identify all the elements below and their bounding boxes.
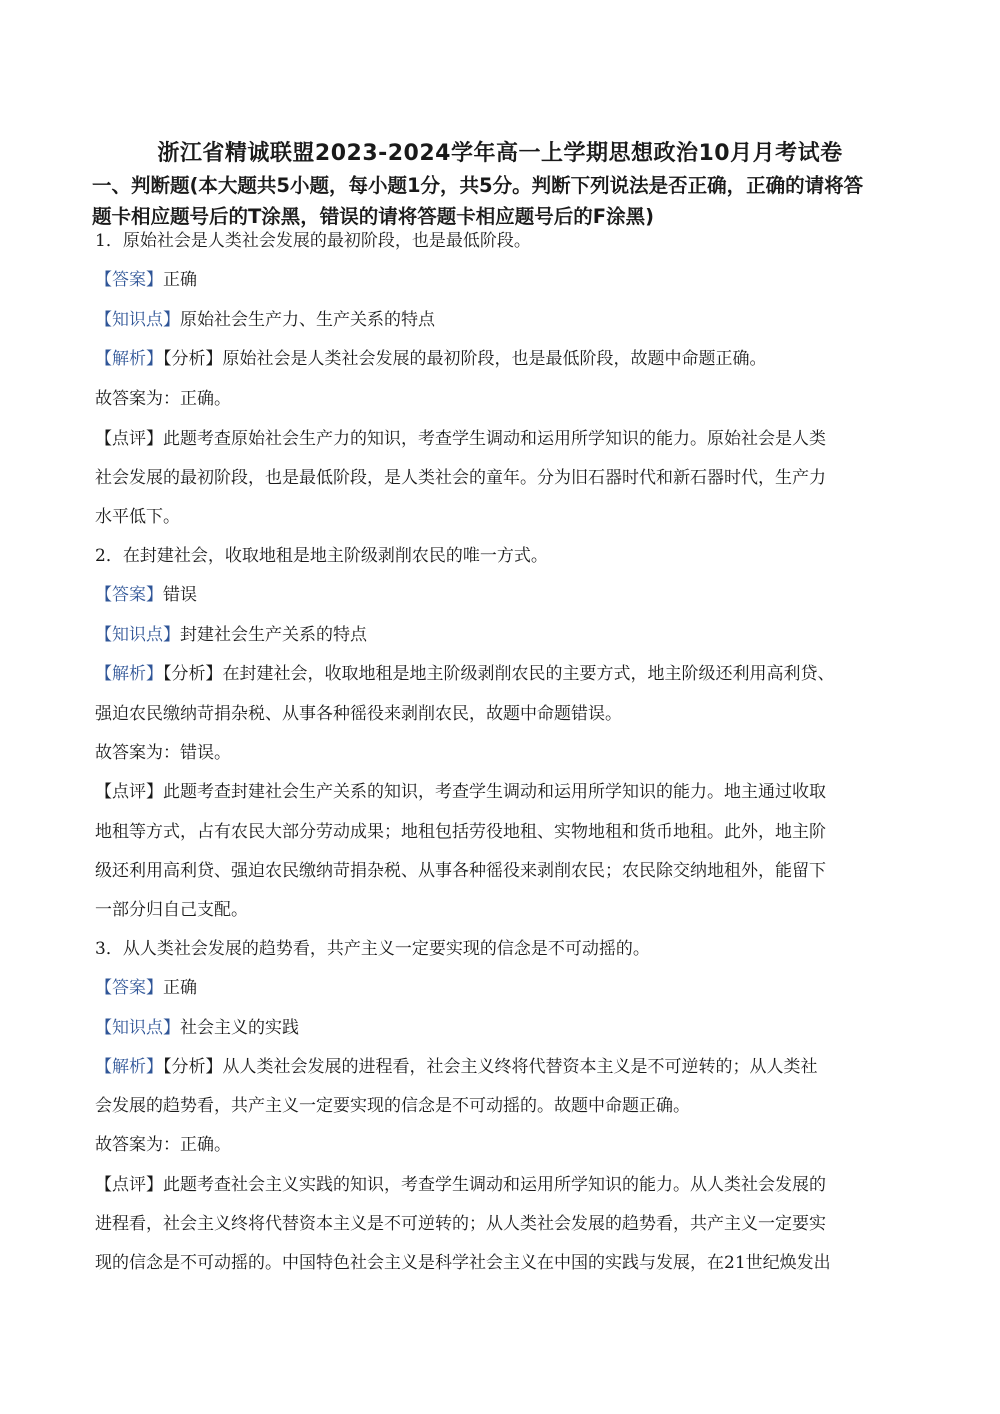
knowledge-value: 封建社会生产关系的特点 — [180, 625, 367, 645]
analysis-tag: 【解析】 — [95, 664, 163, 684]
analysis-text: 【分析】在封建社会，收取地租是地主阶级剥削农民的主要方式，地主阶级还利用高利贷、 — [163, 664, 835, 684]
knowledge-value: 社会主义的实践 — [180, 1018, 299, 1038]
knowledge-tag: 【知识点】 — [95, 1018, 180, 1038]
comment-line: 社会发展的最初阶段，也是最低阶段，是人类社会的童年。分为旧石器时代和新石器时代，生产力 — [95, 468, 826, 488]
answer-line — [95, 976, 925, 1000]
page-title: 浙江省精诚联盟2023-2024学年高一上学期思想政治10月月考试卷 — [157, 141, 843, 166]
comment-line: 进程看，社会主义终将代替资本主义是不可逆转的；从人类社会发展的趋势看，共产主义一定要实 — [95, 1214, 826, 1234]
analysis-text: 【分析】原始社会是人类社会发展的最初阶段，也是最低阶段，故题中命题正确。 — [163, 349, 767, 369]
knowledge-line — [95, 1016, 925, 1040]
knowledge-tag: 【知识点】 — [95, 310, 180, 330]
knowledge-tag: 【知识点】 — [95, 625, 180, 645]
comment-line: 一部分归自己支配。 — [95, 900, 248, 920]
section-heading-line: 一、判断题(本大题共5小题，每小题1分，共5分。判断下列说法是否正确，正确的请将答 — [92, 174, 864, 197]
knowledge-line — [95, 623, 925, 647]
answer-tag: 【答案】 — [95, 978, 163, 998]
comment-line: 地租等方式，占有农民大部分劳动成果；地租包括劳役地租、实物地租和货币地租。此外，地主阶 — [95, 822, 826, 842]
analysis-line — [95, 347, 925, 371]
knowledge-line — [95, 308, 925, 332]
comment-line: 【点评】此题考查原始社会生产力的知识，考查学生调动和运用所学知识的能力。原始社会是人类 — [95, 429, 826, 449]
conclusion-line: 故答案为：错误。 — [95, 743, 231, 763]
knowledge-value: 原始社会生产力、生产关系的特点 — [180, 310, 435, 330]
answer-value: 错误 — [163, 585, 197, 605]
answer-value: 正确 — [163, 270, 197, 290]
comment-line: 现的信念是不可动摇的。中国特色社会主义是科学社会主义在中国的实践与发展，在21世纪焕发出 — [95, 1253, 831, 1273]
comment-line: 级还利用高利贷、强迫农民缴纳苛捐杂税、从事各种徭役来剥削农民；农民除交纳地租外，能留下 — [95, 861, 826, 881]
section-heading-line: 题卡相应题号后的T涂黑，错误的请将答题卡相应题号后的F涂黑) — [92, 205, 655, 228]
analysis-tag: 【解析】 — [95, 349, 163, 369]
comment-line: 【点评】此题考查封建社会生产关系的知识，考查学生调动和运用所学知识的能力。地主通过收取 — [95, 782, 826, 802]
analysis-line — [95, 1055, 925, 1079]
analysis-text: 【分析】从人类社会发展的进程看，社会主义终将代替资本主义是不可逆转的；从人类社 — [163, 1057, 818, 1077]
question-stem: 3．从人类社会发展的趋势看，共产主义一定要实现的信念是不可动摇的。 — [95, 939, 650, 959]
section-heading — [92, 170, 922, 232]
analysis-tag: 【解析】 — [95, 1057, 163, 1077]
analysis-line: 会发展的趋势看，共产主义一定要实现的信念是不可动摇的。故题中命题正确。 — [95, 1096, 690, 1116]
question-stem: 1．原始社会是人类社会发展的最初阶段，也是最低阶段。 — [95, 231, 531, 251]
answer-tag: 【答案】 — [95, 270, 163, 290]
question-stem: 2．在封建社会，收取地租是地主阶级剥削农民的唯一方式。 — [95, 546, 548, 566]
comment-line: 水平低下。 — [95, 507, 180, 527]
analysis-line — [95, 662, 925, 686]
answer-line — [95, 268, 925, 292]
conclusion-line: 故答案为：正确。 — [95, 1135, 231, 1155]
analysis-line: 强迫农民缴纳苛捐杂税、从事各种徭役来剥削农民，故题中命题错误。 — [95, 704, 622, 724]
answer-tag: 【答案】 — [95, 585, 163, 605]
conclusion-line: 故答案为：正确。 — [95, 389, 231, 409]
answer-value: 正确 — [163, 978, 197, 998]
comment-line: 【点评】此题考查社会主义实践的知识，考查学生调动和运用所学知识的能力。从人类社会发展的 — [95, 1175, 826, 1195]
answer-line — [95, 583, 925, 607]
